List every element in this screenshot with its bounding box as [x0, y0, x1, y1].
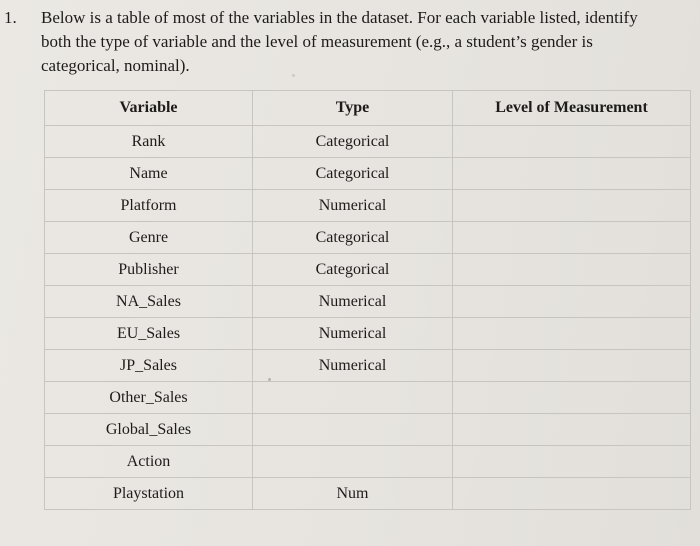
variable-cell: Name [45, 158, 253, 190]
type-cell: Numerical [253, 286, 453, 318]
table-header-row [45, 91, 691, 126]
table-row [45, 190, 691, 222]
level-cell[interactable] [453, 222, 691, 254]
type-cell: Categorical [253, 126, 453, 158]
variable-cell: Genre [45, 222, 253, 254]
table-row [45, 254, 691, 286]
table-row [45, 222, 691, 254]
level-cell[interactable] [453, 254, 691, 286]
variables-table [44, 90, 691, 510]
level-cell[interactable] [453, 414, 691, 446]
table-row [45, 126, 691, 158]
paper-speck [268, 378, 271, 381]
type-cell: Numerical [253, 190, 453, 222]
table-row [45, 158, 691, 190]
header-type: Type [253, 91, 453, 126]
level-cell[interactable] [453, 318, 691, 350]
question-text-line-2: both the type of variable and the level of measurement (e.g., a student’s gender is [41, 32, 593, 51]
level-cell[interactable] [453, 286, 691, 318]
level-cell[interactable] [453, 190, 691, 222]
table-row [45, 382, 691, 414]
variable-cell: Playstation [45, 478, 253, 510]
question-text-line-1: Below is a table of most of the variables in the dataset. For each variable listed, identify [41, 8, 638, 27]
header-level-of-measurement: Level of Measurement [453, 91, 691, 126]
table-row [45, 478, 691, 510]
level-cell[interactable] [453, 446, 691, 478]
variable-cell: Publisher [45, 254, 253, 286]
level-cell[interactable] [453, 478, 691, 510]
type-cell: Categorical [253, 222, 453, 254]
header-variable: Variable [45, 91, 253, 126]
type-cell[interactable] [253, 414, 453, 446]
type-cell[interactable] [253, 382, 453, 414]
table-row [45, 350, 691, 382]
variable-cell: NA_Sales [45, 286, 253, 318]
level-cell[interactable] [453, 350, 691, 382]
variable-cell: Global_Sales [45, 414, 253, 446]
type-cell: Categorical [253, 254, 453, 286]
variable-cell: Platform [45, 190, 253, 222]
variable-cell: EU_Sales [45, 318, 253, 350]
variable-cell: JP_Sales [45, 350, 253, 382]
level-cell[interactable] [453, 382, 691, 414]
type-cell: Numerical [253, 318, 453, 350]
table-row [45, 414, 691, 446]
type-cell: Num [253, 478, 453, 510]
level-cell[interactable] [453, 158, 691, 190]
type-cell[interactable] [253, 446, 453, 478]
type-cell: Numerical [253, 350, 453, 382]
question-text-line-3: categorical, nominal). [41, 56, 190, 75]
level-cell[interactable] [453, 126, 691, 158]
variable-cell: Rank [45, 126, 253, 158]
table-row [45, 286, 691, 318]
question-number: 1. [4, 8, 17, 27]
table-row [45, 318, 691, 350]
type-cell: Categorical [253, 158, 453, 190]
variable-cell: Action [45, 446, 253, 478]
paper-speck [292, 74, 295, 77]
variable-cell: Other_Sales [45, 382, 253, 414]
table-row [45, 446, 691, 478]
